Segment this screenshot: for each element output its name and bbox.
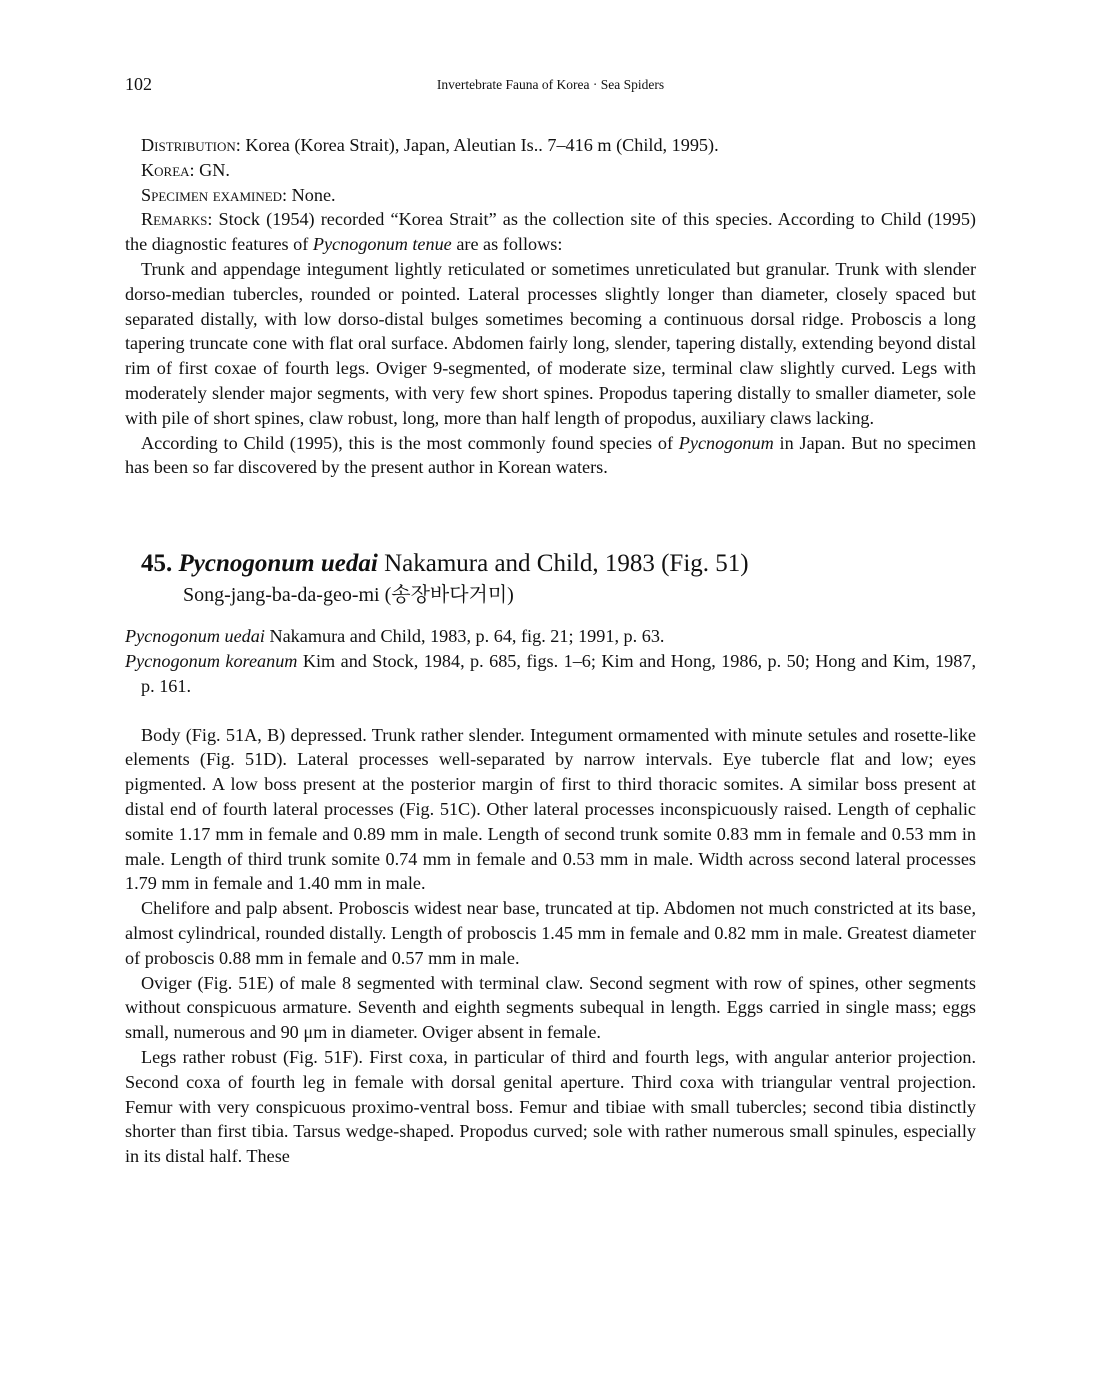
- running-title: Invertebrate Fauna of Korea · Sea Spiders: [436, 77, 665, 92]
- remarks-species: Pycnogonum tenue: [312, 234, 452, 255]
- remarks-label: Remarks: [141, 209, 208, 230]
- synonym-citation: Kim and Stock, 1984, p. 685, figs. 1–6; Kim and Hong, 1986, p. 50; Hong and Kim, 1987, p. 161.: [141, 650, 976, 696]
- specimen-text: : None.: [282, 184, 336, 205]
- distribution-line: [125, 133, 976, 158]
- diagnostic-quote: Trunk and appendage integument lightly reticulated or sometimes unreticulated but granular. Trunk with slender dorso-median tubercles, rounded or pointed. Lateral processes slightly longer than diameter, closely spaced but separated distally, with low dorso-distal bulges sometimes becoming a continuous dorsal ridge. Proboscis a long tapering truncate cone with flat oral surface. Abdomen fairly long, slender, tapering distally, extending beyond distal rim of first coxae of fourth legs. Oviger 9-segmented, of moderate size, terminal claw slightly curved. Legs with moderately slender major segments, with very few short spines. Propodus tapering distally to smaller diameter, sole with pile of short spines, claw robust, long, more than half length of propodus, auxiliary claws lacking.: [125, 258, 976, 428]
- main-text: [125, 133, 976, 1169]
- synonym-name: Pycnogonum koreanum: [125, 650, 298, 671]
- child-genus: Pycnogonum: [678, 432, 774, 453]
- korean-name: Song-jang-ba-da-geo-mi (송장바다거미): [183, 584, 514, 607]
- child-text-1: According to Child (1995), this is the most commonly found species of: [141, 432, 679, 453]
- child-paragraph: [125, 431, 976, 481]
- synonym-entry: [125, 624, 976, 649]
- description-paragraph: Legs rather robust (Fig. 51F). First coxa, in particular of third and fourth legs, with angular anterior projection. Second coxa of fourth leg in female with dorsal genital aperture. Third coxa with triangular ventral projection. Femur with very conspicuous proximo-ventral boss. Femur and tibiae with small tubercles; second tibia distinctly shorter than first tibia. Tarsus wedge-shaped. Propodus curved; sole with rather numerous small spinules, especially in its distal half. These: [125, 1046, 976, 1167]
- specimen-line: [125, 183, 976, 208]
- synonym-entry: [125, 649, 976, 699]
- synonym-citation: Nakamura and Child, 1983, p. 64, fig. 21; 1991, p. 63.: [264, 626, 665, 647]
- description-paragraph: Oviger (Fig. 51E) of male 8 segmented with terminal claw. Second segment with row of spines, other segments without conspicuous armature. Seventh and eighth segments subequal in length. Eggs carried in single mass; eggs small, numerous and 90 μm in diameter. Oviger absent in female.: [125, 972, 976, 1043]
- remarks-paragraph: [125, 207, 976, 257]
- species-heading: [125, 548, 976, 580]
- specimen-label: Specimen examined: [141, 184, 283, 205]
- remarks-text-1: : Stock (1954) recorded “Korea Strait” as the collection site of this species. According to Child (1995) the diagnostic features of: [125, 209, 976, 255]
- synonymy-list: [125, 624, 976, 698]
- korea-line: [125, 158, 976, 183]
- korea-label: Korea: [141, 159, 190, 180]
- page-number: 102: [125, 74, 152, 94]
- species-number: 45.: [141, 550, 173, 578]
- synonym-name: Pycnogonum uedai: [125, 626, 265, 647]
- running-header: [125, 74, 976, 98]
- species-authority: Nakamura and Child, 1983 (Fig. 51): [377, 550, 749, 578]
- distribution-label: Distribution: [141, 135, 236, 155]
- distribution-text: : Korea (Korea Strait), Japan, Aleutian Is.. 7–416 m (Child, 1995).: [235, 135, 719, 155]
- child-text-2: in Japan. But no specimen has been so far discovered by the present author in Korean waters.: [125, 432, 976, 478]
- spacer: [125, 699, 976, 723]
- description-paragraph: Body (Fig. 51A, B) depressed. Trunk rather slender. Integument ormamented with minute setules and rosette-like elements (Fig. 51D). Lateral processes well-separated by narrow intervals. Eye tubercle flat and low; eyes pigmented. A low boss present at the posterior margin of first to third thoracic somites. A similar boss present at distal end of fourth lateral processes (Fig. 51C). Other lateral processes inconspicuously raised. Length of cephalic somite 1.17 mm in female and 0.89 mm in male. Length of second trunk somite 0.83 mm in female and 0.53 mm in male. Length of third trunk somite 0.74 mm in female and 0.53 mm in male. Width across second lateral processes 1.79 mm in female and 1.40 mm in male.: [125, 724, 976, 894]
- korea-text: : GN.: [189, 159, 230, 180]
- remarks-text-2: are as follows:: [451, 234, 563, 255]
- species-name: Pycnogonum uedai: [178, 550, 378, 578]
- description-paragraph: Chelifore and palp absent. Proboscis widest near base, truncated at tip. Abdomen not much constricted at its base, almost cylindrical, rounded distally. Length of proboscis 1.45 mm in female and 0.82 mm in male. Greatest diameter of proboscis 0.88 mm in female and 0.57 mm in male.: [125, 898, 976, 968]
